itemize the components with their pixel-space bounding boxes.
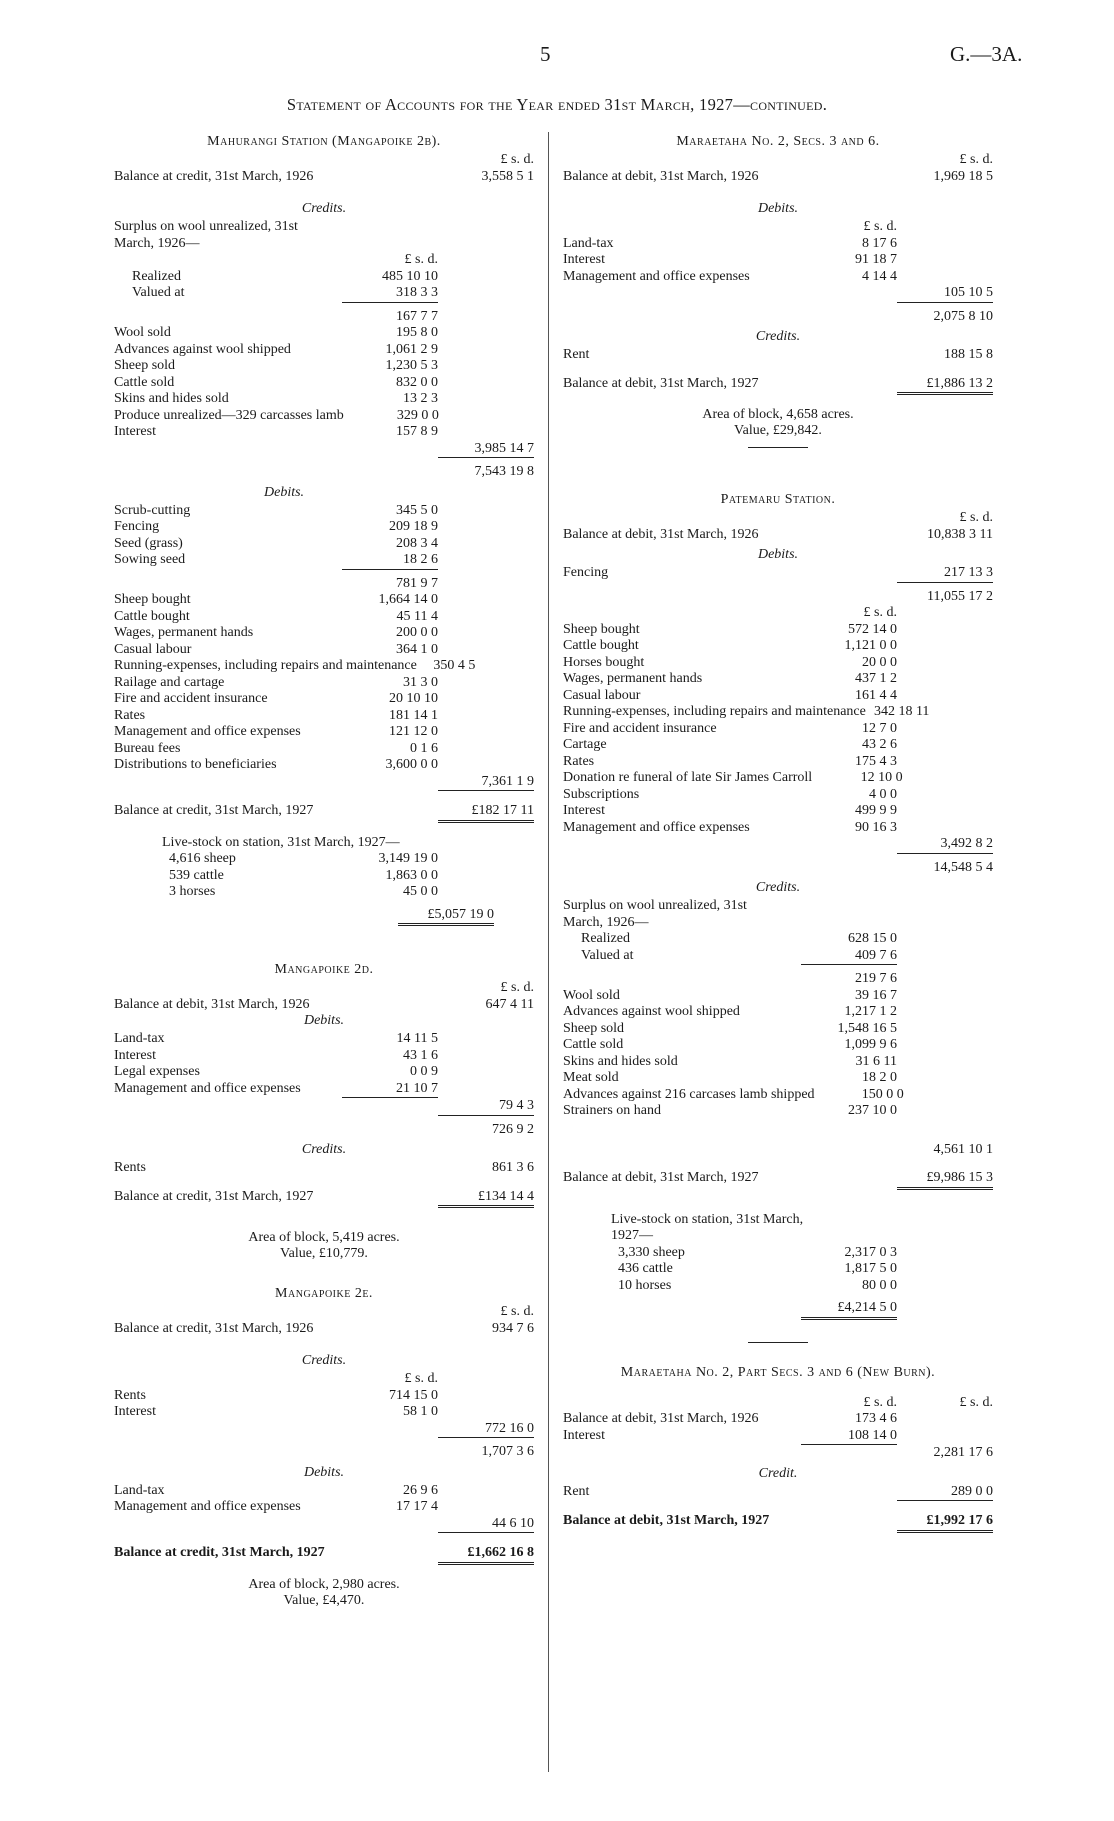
section-rule [748,447,808,448]
debits-heading: Debits. [303,1013,345,1028]
mahurangi-section [114,134,534,926]
valued-amount: 409 7 6 [801,948,897,966]
line-item [114,375,534,392]
item-label: Sheep bought [563,621,640,637]
line-item [114,1499,534,1516]
item-amount: 237 10 0 [848,1103,897,1118]
line-item [114,851,534,868]
debit-items [563,622,993,837]
realized-label: Realized [581,931,630,946]
item-label: Donation re funeral of late Sir James Carroll [563,770,813,785]
rent-label: Rent [563,347,590,362]
mangapoike-2d-section: Mangapoike 2d. £ s. d. Balance at debit, 31st March, 1926 647 4 11 Debits. Land-tax 14 11 5 Interest 43 1 6 Legal expenses 0 0 9 Management and office expenses 21 10 7 79 4 3 726 9 2 Credits. Rents 861 3 6 Balance at credit, 31st March, 1927 £134 14 4 Area of block, 5,419 acres. Value, £10,779. [114,962,534,1261]
item-label: Cattle bought [563,638,639,653]
document-reference: G.—3A. [950,42,1023,66]
item-amount: 208 3 4 [396,535,438,551]
item-label: Management and office expenses [114,724,301,739]
line-item [114,342,534,359]
line-item [114,503,534,520]
subtotal: 219 7 6 [855,971,897,986]
item-amount: 12 7 0 [862,720,897,736]
debits-heading: Debits. [264,484,305,500]
item-amount: 200 0 0 [396,625,438,640]
item-label: Sheep sold [563,1020,625,1036]
realized-amount: 485 10 10 [382,268,438,284]
left-column [114,132,534,1609]
item-label: Running-expenses, including repairs and maintenance [114,658,417,673]
item-label: Wool sold [114,325,171,340]
item-label: Casual labour [563,687,641,703]
debit-items [114,1031,534,1098]
credits-total: 3,985 14 7 [438,441,534,459]
item-amount: 3,600 0 0 [385,757,438,772]
closing-label: Balance at debit, 31st March, 1927 [563,1513,770,1528]
value-note: Value, £29,842. [734,423,822,438]
item-label: 3,330 sheep [618,1244,685,1260]
credits-total: 772 16 0 [438,1421,534,1439]
item-amount: 3,149 19 0 [378,851,438,866]
credits-total: 4,561 10 1 [933,1141,993,1157]
line-item [114,552,534,570]
line-item [114,741,534,758]
line-item [114,757,534,774]
fencing-amount: 217 13 3 [897,565,993,583]
line-item [563,269,993,286]
item-amount: 108 14 0 [801,1428,897,1446]
item-label: Running-expenses, including repairs and maintenance [563,704,866,719]
item-amount: 8 17 6 [862,235,897,251]
closing-label: Balance at credit, 31st March, 1927 [114,1545,325,1560]
line-item [563,1070,993,1087]
line-item [563,1054,993,1071]
item-amount: 1,121 0 0 [844,638,897,653]
item-label: Bureau fees [114,740,181,756]
item-label: Fire and accident insurance [114,691,268,706]
rents-label: Rents [114,1160,146,1175]
line-item [114,391,534,408]
item-amount: 20 0 0 [862,654,897,670]
line-item [114,1064,534,1081]
item-amount: 572 14 0 [848,621,897,637]
item-label: Fire and accident insurance [563,720,717,736]
valued-amount: 318 3 3 [342,285,438,303]
closing-label: Balance at credit, 31st March, 1927 [114,1188,314,1204]
item-label: Management and office expenses [563,268,750,284]
item-label: Management and office expenses [114,1499,301,1514]
item-amount: 45 0 0 [403,884,438,899]
item-label: Cartage [563,737,607,752]
item-label: Casual labour [114,641,192,657]
opening-label: Balance at debit, 31st March, 1926 [563,168,759,184]
maraetaha-section: Maraetaha No. 2, Secs. 3 and 6. £ s. d. Balance at debit, 31st March, 1926 1,969 18 5 Debits. £ s. d. Land-tax 8 17 6 Interest 91 18 7 Management and office expenses 4 14 4 105 10 5 2,075 8 10 Credits. Rent 188 15 8 Balance at debit, 31st March, 1927 £1,886 13 2 Area of block, 4,658 acres. Value, £29,842. [563,134,993,448]
value-note: Value, £10,779. [280,1246,368,1261]
line-item [563,770,993,787]
line-item [114,658,534,675]
item-amount: 173 4 6 [855,1411,897,1426]
line-item [563,754,993,771]
opening-label: Balance at debit, 31st March, 1926 [563,526,759,542]
line-item [563,688,993,705]
item-amount: 43 1 6 [403,1047,438,1063]
debits-heading: Debits. [757,547,799,562]
item-amount: 121 12 0 [389,724,438,739]
item-amount: 18 2 6 [342,552,438,570]
item-amount: 31 3 0 [403,674,438,690]
section-title: Mangapoike 2d. [274,962,374,977]
line-item [114,609,534,626]
item-amount: 21 10 7 [342,1081,438,1099]
debits-total: 105 10 5 [897,285,993,303]
new-burn-section: Maraetaha No. 2, Part Secs. 3 and 6 (New Burn). £ s. d. £ s. d. Balance at debit, 31st March, 1926 173 4 6 Interest 108 14 0 2,281 17 6 Credit. Rent 289 0 0 Balance at debit, 31st March, 1927 £1,992 17 6 [563,1365,993,1533]
item-label: Rates [114,707,146,723]
item-amount: 1,817 5 0 [844,1261,897,1276]
item-label: Sowing seed [114,552,186,567]
valued-label: Valued at [132,285,185,300]
section-rule [748,1342,808,1343]
line-item [114,1048,534,1065]
line-item [563,1004,993,1021]
item-amount: 161 4 4 [855,687,897,703]
closing-label: Balance at debit, 31st March, 1927 [563,1170,759,1185]
livestock-total: £5,057 19 0 [398,907,494,927]
item-label: Cattle sold [114,374,175,390]
item-amount: 91 18 7 [855,252,897,267]
item-amount: 175 4 3 [855,753,897,769]
closing-amount: £1,886 13 2 [897,376,993,396]
opening-label: Balance at debit, 31st March, 1926 [114,996,310,1012]
line-item [563,236,993,253]
realized-label: Realized [132,268,181,284]
item-label: Scrub-cutting [114,502,191,518]
section-title: Maraetaha No. 2, Secs. 3 and 6. [676,134,880,149]
debits-heading: Debits. [303,1464,345,1480]
item-label: Rates [563,753,595,769]
item-label: Horses bought [563,654,645,670]
item-label: Strainers on hand [563,1103,661,1118]
line-item [563,721,993,738]
item-label: Interest [563,803,605,818]
subtotal: 14,548 5 4 [933,859,993,875]
line-item [563,1037,993,1054]
line-item [114,868,534,885]
line-item [114,408,534,425]
item-label: Land-tax [114,1031,165,1046]
item-amount: 157 8 9 [396,424,438,439]
realized-amount: 628 15 0 [848,931,897,946]
livestock-heading: Live-stock on station, 31st March, 1927— [611,1211,804,1243]
line-item [563,1261,993,1278]
fencing-label: Fencing [563,565,609,580]
item-amount: 437 1 2 [855,671,897,686]
item-label: Skins and hides sold [563,1053,678,1069]
item-amount: 1,548 16 5 [837,1020,897,1036]
item-amount: 345 5 0 [396,502,438,518]
surplus-label: Surplus on wool unrealized, 31st March, 1926— [563,898,747,930]
item-amount: 1,099 9 6 [844,1037,897,1052]
area-note: Area of block, 2,980 acres. [248,1576,400,1592]
page-title: Statement of Accounts for the Year ended 31st March, 1927—continued. [286,95,828,114]
line-item [114,1388,534,1405]
debits-heading: Debits. [757,201,799,216]
item-amount: 1,217 1 2 [844,1004,897,1019]
closing-amount: £1,662 16 8 [438,1545,534,1565]
line-item [114,1404,534,1421]
item-label: Cattle sold [563,1037,624,1052]
item-label: Sheep bought [114,592,191,607]
item-amount: 58 1 0 [403,1404,438,1419]
closing-label: Balance at debit, 31st March, 1927 [563,375,759,391]
credits-heading: Credits. [755,880,801,895]
rent-label: Rent [563,1483,590,1499]
item-amount: 14 11 5 [396,1031,438,1046]
debit-items [114,592,534,774]
credit-items [563,988,993,1120]
section-title: Maraetaha No. 2, Part Secs. 3 and 6 (New Burn). [620,1364,936,1380]
item-amount: 17 17 4 [396,1499,438,1514]
line-item [114,708,534,725]
item-amount: 43 2 6 [862,737,897,752]
item-label: Interest [563,1427,605,1443]
line-item [563,1087,993,1104]
item-amount: 80 0 0 [862,1277,897,1293]
line-item [114,625,534,642]
item-label: Management and office expenses [563,819,750,835]
item-label: Land-tax [114,1482,165,1498]
lsd-header: £ s. d. [500,152,534,167]
line-item [114,1081,534,1099]
line-item [114,642,534,659]
area-note: Area of block, 4,658 acres. [702,407,854,422]
item-amount: 364 1 0 [396,641,438,657]
mangapoike-2e-section: Mangapoike 2e. £ s. d. Balance at credit, 31st March, 1926 934 7 6 Credits. £ s. d. Rents 714 15 0 Interest 58 1 0 772 16 0 1,707 3 6 Debits. Land-tax 26 9 6 Management and office expenses 17 17 4 44 6 10 Balance at credit, 31st March, 1927 £1,662 16 8 Area of block, 2,980 acres. Value, £4,470. [114,1286,534,1608]
item-label: Produce unrealized—329 carcasses lamb [114,407,344,423]
credit-items [114,1388,534,1421]
item-amount: 0 1 6 [410,740,438,756]
column-divider [548,132,549,1772]
line-item [114,884,534,901]
item-amount: 31 6 11 [855,1053,897,1069]
item-label: Meat sold [563,1070,619,1085]
debit-items [563,1411,993,1445]
item-label: Advances against wool shipped [114,341,291,357]
area-note: Area of block, 5,419 acres. [248,1230,400,1245]
rents-amount: 861 3 6 [492,1160,534,1175]
item-label: Interest [114,1404,156,1419]
subtotal: 167 7 7 [396,308,438,324]
line-item [114,691,534,708]
debit-items [563,236,993,286]
line-item [563,1411,993,1428]
line-item [563,704,993,721]
line-item [114,675,534,692]
item-amount: 350 4 5 [433,658,476,673]
item-amount: 342 18 11 [873,704,930,719]
section-title: Mangapoike 2e. [275,1286,373,1301]
item-label: Cattle bought [114,608,190,624]
credits-heading: Credits. [301,201,347,216]
opening-amount: 934 7 6 [492,1320,534,1336]
line-item [563,803,993,820]
line-item [563,820,993,837]
line-item [114,424,534,441]
item-label: Sheep sold [114,358,176,373]
item-label: Interest [114,424,156,439]
valued-label: Valued at [581,947,634,963]
item-label: Wages, permanent hands [563,671,703,686]
item-label: 4,616 sheep [169,851,236,866]
line-item [563,1428,993,1446]
livestock-items [114,851,534,901]
closing-amount: £134 14 4 [438,1189,534,1209]
item-amount: 1,061 2 9 [385,341,438,357]
item-amount: 2,317 0 3 [844,1244,897,1260]
line-item [114,1031,534,1048]
item-label: Fencing [114,519,160,534]
line-item [114,724,534,741]
subtotal: 1,707 3 6 [481,1444,534,1459]
opening-amount: 10,838 3 11 [927,526,993,542]
opening-amount: 3,558 5 1 [481,168,534,184]
item-amount: 714 15 0 [389,1387,438,1403]
credits-heading: Credits. [755,329,801,344]
credit-heading: Credit. [758,1465,798,1481]
opening-amount: 647 4 11 [485,996,534,1012]
line-item [114,592,534,609]
line-item [563,638,993,655]
opening-label: Balance at credit, 31st March, 1926 [114,168,314,184]
rent-amount: 188 15 8 [944,347,993,362]
credits-heading: Credits. [301,1353,347,1368]
item-amount: 150 0 0 [861,1086,904,1102]
item-amount: 832 0 0 [396,374,438,390]
item-amount: 90 16 3 [855,819,897,835]
line-item [563,988,993,1005]
debit-items [114,503,534,570]
subtotal: 2,075 8 10 [933,308,993,324]
line-item [563,1103,993,1120]
subtotal: 726 9 2 [492,1121,534,1137]
item-label: Rents [114,1387,146,1403]
opening-label: Balance at credit, 31st March, 1926 [114,1320,314,1336]
line-item [563,787,993,804]
item-label: Advances against 216 carcases lamb shipped [563,1086,815,1102]
item-label: Balance at debit, 31st March, 1926 [563,1411,759,1426]
value-note: Value, £4,470. [283,1592,365,1608]
item-label: 539 cattle [169,867,224,883]
closing-amount: £1,992 17 6 [897,1513,993,1533]
right-column [563,132,993,1533]
item-amount: 329 0 0 [396,407,439,423]
debits-total: 79 4 3 [438,1098,534,1116]
item-label: Seed (grass) [114,535,183,551]
debit-items [114,1483,534,1516]
surplus-label: Surplus on wool unrealized, 31st March, 1926— [114,219,298,251]
debits-total: 7,361 1 9 [438,774,534,792]
line-item [114,1483,534,1500]
closing-label: Balance at credit, 31st March, 1927 [114,803,314,818]
page-number: 5 [540,42,551,66]
line-item [114,519,534,536]
rent-amount: 289 0 0 [897,1484,993,1502]
item-label: Management and office expenses [114,1080,301,1096]
opening-amount: 1,969 18 5 [933,168,993,184]
line-item [563,1278,993,1295]
grand-total: 7,543 19 8 [474,464,534,479]
item-amount: 209 18 9 [389,519,438,534]
line-item [563,622,993,639]
line-item [114,325,534,342]
subtotal: 11,055 17 2 [927,588,993,604]
patemaru-section: Patemaru Station. £ s. d. Balance at debit, 31st March, 1926 10,838 3 11 Debits. Fencing 217 13 3 11,055 17 2 £ s. d. Sheep bought 572 14 0 Cattle bought 1,121 0 0 Horses bought 20 0 0 Wages, permanent hands 437 1 2 Casual labour 161 4 4 Running-expenses, including repairs and maintenance 342 18 11 Fire and accident insurance 12 7 0 Cartage 43 2 6 Rates 175 4 3 Donation re funeral of late Sir James Carroll 12 10 0 Subscriptions 4 0 0 Interest 499 9 9 Management and office expenses 90 16 3 3,492 8 2 14,548 5 4 Credits. Surplus on wool unrealized, 31st March, 1926— Realized 628 15 0 Valued at 409 7 6 219 7 6 Wool sold 39 16 7 Advances against wool shipped 1,217 1 2 Sheep sold 1,548 16 5 Cattle sold 1,099 9 6 Skins and hides sold 31 6 11 Meat sold 18 2 0 Advances against 216 carcases lamb shipped 150 0 0 Strainers on hand 237 10 0 4,561 10 1 Balance at debit, 31st March, 1927 £9,986 15 3 Live-stock on station, 31st March, 1927— 3,330 sheep 2,317 0 3 436 cattle 1,817 5 0 10 horses 80 0 0 £4,214 5 0 [563,492,993,1343]
item-amount: 1,230 5 3 [385,358,438,373]
item-amount: 18 2 0 [862,1070,897,1085]
item-amount: 39 16 7 [855,987,897,1003]
item-label: 10 horses [618,1277,672,1293]
item-amount: 1,664 14 0 [378,592,438,607]
item-label: Interest [114,1047,156,1063]
section-title: Patemaru Station. [720,492,836,507]
item-label: Land-tax [563,235,614,251]
item-label: Wool sold [563,987,620,1003]
item-label: Wages, permanent hands [114,625,254,640]
line-item [114,536,534,553]
closing-amount: £9,986 15 3 [897,1170,993,1190]
item-amount: 26 9 6 [403,1482,438,1498]
line-item [563,252,993,269]
line-item [563,655,993,672]
item-amount: 12 10 0 [860,770,903,785]
item-label: Legal expenses [114,1064,200,1079]
credit-items [114,325,534,441]
line-item [563,1245,993,1262]
item-amount: 4 0 0 [869,786,897,802]
item-amount: 20 10 10 [389,691,438,706]
livestock-heading: Live-stock on station, 31st March, 1927— [162,834,400,850]
lsd-header: £ s. d. [404,252,438,267]
item-label: Skins and hides sold [114,391,229,406]
line-item [563,1021,993,1038]
item-amount: 4 14 4 [862,268,897,284]
line-item [563,671,993,688]
item-amount: 45 11 4 [396,608,438,624]
item-amount: 499 9 9 [855,803,897,818]
item-label: Railage and cartage [114,674,225,690]
closing-amount: £182 17 11 [438,803,534,823]
livestock-items [563,1245,993,1295]
item-amount: 181 14 1 [389,707,438,723]
debits-total: 2,281 17 6 [933,1445,993,1460]
item-label: 3 horses [169,884,216,899]
item-amount: 195 8 0 [396,325,438,340]
line-item [114,358,534,375]
item-amount: 1,863 0 0 [385,867,438,883]
section-title: Mahurangi Station (Mangapoike 2b). [207,134,441,149]
item-label: Distributions to beneficiaries [114,757,277,772]
item-amount: 0 0 9 [410,1064,438,1079]
item-label: 436 cattle [618,1261,673,1276]
item-label: Subscriptions [563,786,640,802]
subtotal: 781 9 7 [396,575,438,591]
item-label: Advances against wool shipped [563,1004,740,1019]
item-amount: 13 2 3 [403,391,438,406]
debits-total: 44 6 10 [438,1516,534,1534]
credits-heading: Credits. [301,1142,347,1157]
livestock-total: £4,214 5 0 [801,1300,897,1320]
debits-total: 3,492 8 2 [897,836,993,854]
line-item [563,737,993,754]
item-label: Interest [563,252,605,267]
